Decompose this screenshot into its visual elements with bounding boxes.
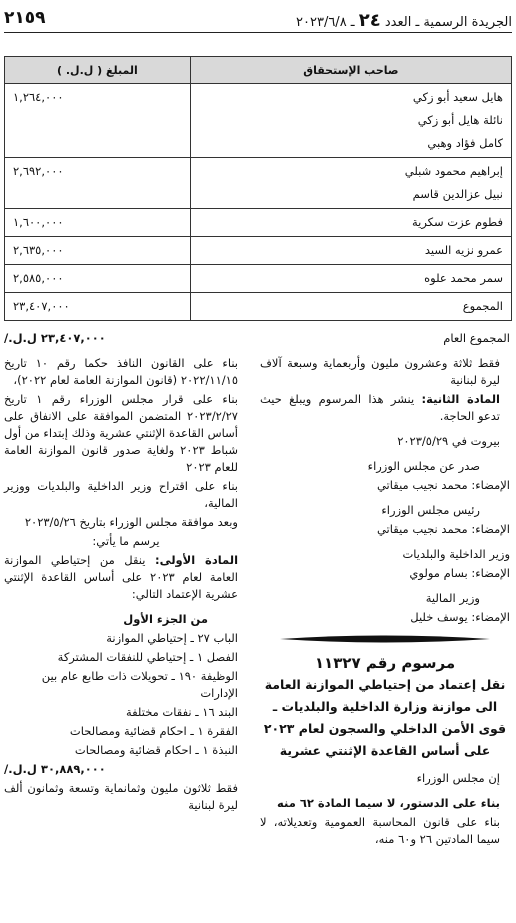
- cell-names: [190, 84, 511, 158]
- currency-label: ل.ل./: [4, 331, 37, 345]
- table-row: [5, 209, 512, 237]
- interior-minister-title: وزير الداخلية والبلديات: [402, 547, 510, 561]
- article-one: [4, 552, 248, 603]
- total-amount-line: [4, 330, 248, 347]
- budget-item: النبذة ١ ـ احكام قضائية ومصالحات: [74, 743, 238, 757]
- cell-amount: [5, 158, 191, 209]
- beneficiary-name: إبراهيم محمود شبلي: [404, 164, 503, 178]
- article-two-text: ينشر هذا المرسوم ويبلغ حيث تدعو الحاجة.: [260, 392, 500, 423]
- table-header-row: [5, 57, 512, 84]
- council-approval: وبعد موافقة مجلس الوزراء بتاريخ ٢٠٢٣/٥/٢٦: [24, 515, 238, 529]
- table-row: [5, 237, 512, 265]
- total-label: المجموع: [462, 299, 503, 313]
- place-date: بيروت في ٢٠٢٣/٥/٢٩: [397, 434, 500, 448]
- finance-minister-title: وزير المالية: [425, 591, 480, 605]
- budget-item: الفقرة ١ ـ احكام قضائية ومصالحات: [69, 724, 238, 738]
- issue-number: ٢٤: [358, 10, 381, 31]
- journal-name: الجريدة الرسمية ـ العدد: [384, 15, 512, 30]
- beneficiary-name: نبيل عزالدين قاسم: [412, 187, 503, 201]
- currency-label: ل.ل./: [4, 762, 37, 776]
- cell-amount: [5, 209, 191, 237]
- cell-names: [190, 237, 511, 265]
- issue-date: ـ ٢٠٢٣/٦/٨: [296, 15, 355, 30]
- table-total-row: [5, 293, 512, 321]
- beneficiary-name: هايل سعيد أبو زكي: [412, 90, 503, 104]
- part-heading: من الجزء الأول: [123, 612, 208, 626]
- article-two-label: المادة الثانية:: [421, 392, 501, 406]
- amount-value: ١,٦٠٠,٠٠٠: [13, 215, 64, 229]
- beneficiary-name: عمرو نزيه السيد: [424, 243, 503, 257]
- header-rule: [4, 32, 512, 33]
- left-column: [4, 330, 248, 816]
- page-header: [4, 8, 512, 30]
- section-divider: [260, 632, 510, 646]
- basis-constitution: بناء على الدستور، لا سيما المادة ٦٢ منه: [277, 796, 500, 810]
- total-label-cell: [190, 293, 511, 321]
- transfer-amount-value: ٣٠,٨٨٩,٠٠٠: [40, 762, 106, 776]
- cell-amount: [5, 84, 191, 158]
- signature-1: الإمضاء: محمد نجيب ميقاتي: [376, 478, 510, 492]
- cell-names: [190, 265, 511, 293]
- header-beneficiary: صاحب الإستحقاق: [190, 57, 511, 84]
- pm-title: رئيس مجلس الوزراء: [381, 503, 480, 517]
- amount-value: ٢,٦٩٢,٠٠٠: [13, 164, 64, 178]
- right-column: [260, 330, 510, 850]
- cell-names: [190, 209, 511, 237]
- page-number: ٢١٥٩: [4, 8, 46, 28]
- signature-3: الإمضاء: بسام مولوي: [409, 566, 510, 580]
- amount-value: ١,٢٦٤,٠٠٠: [13, 90, 64, 104]
- signature-2: الإمضاء: محمد نجيب ميقاتي: [376, 522, 510, 536]
- decrees-line: يرسم ما يأتي:: [92, 534, 160, 548]
- table-row: [5, 265, 512, 293]
- basis-council-decision: بناء على قرار مجلس الوزراء رقم ١ تاريخ ٢٠٢٣/٢/٢٧ المتضمن الموافقة على الانفاق على أساس القاعدة الإثنتي عشرية وذلك إبتداء من أول شباط ٢٠٢٣ ولغاية صدور قانون الموازنة العامة للعام ٢٠٢٣: [4, 392, 239, 474]
- decree-title: نقل إعتماد من إحتياطي الموازنة العامة الى موازنة وزارة الداخلية والبلديات ـ قوى الأمن الداخلي والسجون لعام ٢٠٢٣ على أساس القاعدة الإثنتي عشرية: [263, 677, 507, 758]
- total-amount: ٢٣,٤٠٧,٠٠٠: [13, 299, 70, 313]
- basis-accounting-law: بناء على قانون المحاسبة العمومية وتعديلاته، لا سيما المادتين ٢٦ و٦٠ منه،: [260, 815, 500, 846]
- amount-value: ٢,٥٨٥,٠٠٠: [13, 271, 64, 285]
- cell-amount: [5, 237, 191, 265]
- beneficiary-name: كامل فؤاد وهبي: [427, 136, 503, 150]
- beneficiary-name: فطوم عزت سكرية: [411, 215, 503, 229]
- total-amount-value: ٢٣,٤٠٧,٠٠٠: [40, 331, 106, 345]
- beneficiary-name: سمر محمد علوه: [424, 271, 503, 285]
- issued-by: صدر عن مجلس الوزراء: [367, 459, 480, 473]
- budget-item: الفصل ١ ـ إحتياطي للنفقات المشتركة: [57, 650, 238, 664]
- article-one-label: المادة الأولى:: [154, 553, 239, 567]
- header-amount: المبلغ ( ل.ل. ): [5, 57, 191, 84]
- budget-item: البند ١٦ ـ نفقات مختلفة: [125, 705, 238, 719]
- article-two: [260, 391, 510, 425]
- article-one-text: ينقل من إحتياطي الموازنة العامة لعام ٢٠٢٣ على أساس القاعدة الإثنتي عشرية الإعتماد التالي:: [4, 553, 238, 601]
- table-row: [5, 158, 512, 209]
- decree-number: مرسوم رقم ١١٣٢٧: [314, 654, 456, 672]
- cell-names: [190, 158, 511, 209]
- table-row: [5, 84, 512, 158]
- total-amount-cell: [5, 293, 191, 321]
- budget-item: الباب ٢٧ ـ إحتياطي الموازنة: [106, 631, 238, 645]
- budget-item: الوظيفة ١٩٠ ـ تحويلات ذات طابع عام بين الإدارات: [41, 669, 238, 700]
- total-in-words: فقط ثلاثة وعشرون مليون وأربعماية وسبعة آلاف ليرة لبنانية: [260, 356, 500, 387]
- transfer-amount-line: [4, 761, 248, 778]
- amount-value: ٢,٦٣٥,٠٠٠: [13, 243, 64, 257]
- grand-total-label: المجموع العام: [443, 331, 510, 345]
- signature-4: الإمضاء: يوسف خليل: [410, 610, 510, 624]
- basis-budget-law: بناء على القانون النافذ حكما رقم ١٠ تاريخ ٢٠٢٢/١١/١٥ (قانون الموازنة العامة لعام ٢٠٢٢)،: [4, 356, 238, 387]
- basis-proposal: بناء على اقتراح وزير الداخلية والبلديات ووزير المالية،: [4, 479, 238, 510]
- beneficiary-name: نائلة هايل أبو زكي: [417, 113, 503, 127]
- transfer-in-words: فقط ثلاثون مليون وثمانماية وتسعة وثمانون ألف ليرة لبنانية: [4, 781, 238, 812]
- cell-amount: [5, 265, 191, 293]
- council-line: إن مجلس الوزراء: [416, 771, 500, 785]
- journal-title: [296, 10, 512, 31]
- beneficiary-table: [4, 56, 512, 321]
